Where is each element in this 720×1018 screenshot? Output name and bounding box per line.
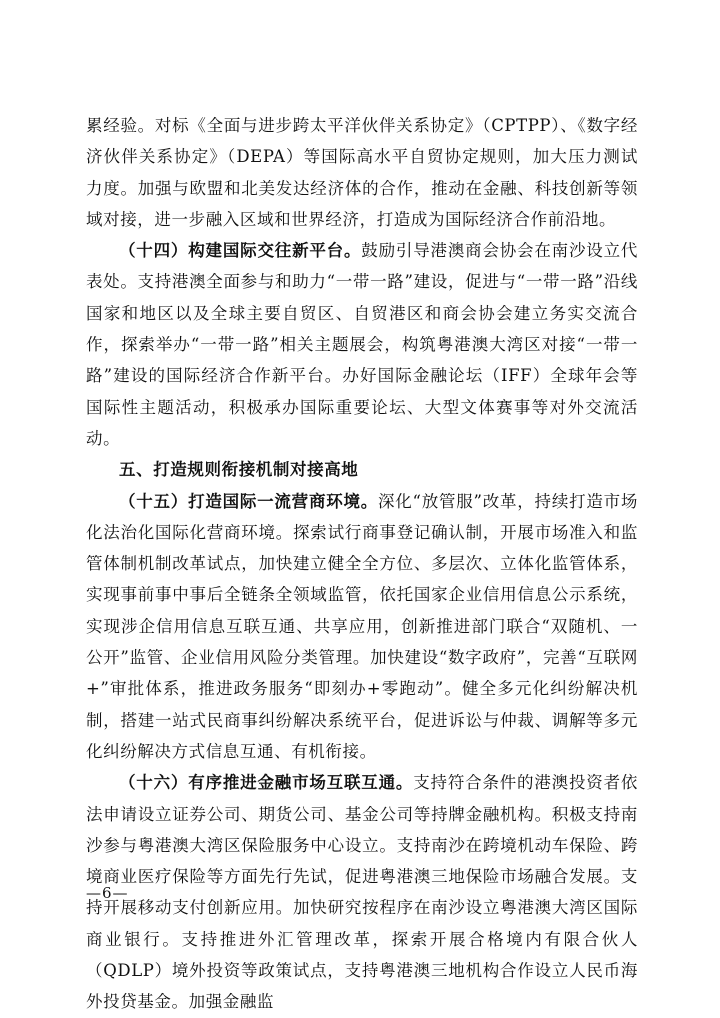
document-body xyxy=(86,110,638,1018)
paragraph-continuation: 累经验。对标《全面与进步跨太平洋伙伴关系协定》（CPTPP）、《数字经济伙伴关系协定》（DEPA）等国际高水平自贸协定规则，加大压力测试力度。加强与欧盟和北美发达经济体的合作，推动在金融、科技创新等领域对接，进一步融入区域和世界经济，打造成为国际经济合作前沿地。 xyxy=(86,116,638,229)
item-15-body: 深化“放管服”改革，持续打造市场化法治化国际化营商环境。探索试行商事登记确认制，开展市场准入和监管体制机制改革试点，加快建立健全全方位、多层次、立体化监管体系，实现事前事中事后全链条全领域监管，依托国家企业信用信息公示系统，实现涉企信用信息互联互通、共享应用，创新推进部门联合“双随机、一公开”监管、企业信用风险分类管理。加快建设“数字政府”，完善“互联网+”审批体系，推进政务服务“即刻办+零跑动”。健全多元化纠纷解决机制，搭建一站式民商事纠纷解决系统平台，促进诉讼与仲裁、调解等多元化纠纷解决方式信息互通、有机衔接。 xyxy=(86,491,638,761)
item-15-title: （十五）打造国际一流营商环境。 xyxy=(119,491,379,511)
paragraph-item-14 xyxy=(86,235,638,454)
item-14-body: 鼓励引导港澳商会协会在南沙设立代表处。支持港澳全面参与和助力“一带一路”建设，促进与“一带一路”沿线国家和地区以及全球主要自贸区、自贸港区和商会协会建立务实交流合作，探索举办“一带一路”相关主题展会，构筑粤港澳大湾区对接“一带一路”建设的国际经济合作新平台。办好国际金融论坛（IFF）全球年会等国际性主题活动，积极承办国际重要论坛、大型文体赛事等对外交流活动。 xyxy=(86,241,638,448)
item-16-title: （十六）有序推进金融市场互联互通。 xyxy=(119,773,414,793)
item-16-body: 支持符合条件的港澳投资者依法申请设立证券公司、期货公司、基金公司等持牌金融机构。积极支持南沙参与粤港澳大湾区保险服务中心设立。支持南沙在跨境机动车保险、跨境商业医疗保险等方面先行先试，促进粤港澳三地保险市场融合发展。支持开展移动支付创新应用。加快研究按程序在南沙设立粤港澳大湾区国际商业银行。支持推进外汇管理改革，探索开展合格境内有限合伙人（QDLP）境外投资等政策试点，支持粤港澳三地机构合作设立人民币海外投贷基金。加强金融监 xyxy=(86,773,638,1012)
paragraph-item-16 xyxy=(86,767,638,1017)
paragraph-item-15 xyxy=(86,486,638,768)
item-14-title: （十四）构建国际交往新平台。 xyxy=(119,241,362,261)
page-number: —6— xyxy=(86,884,129,902)
section-heading-5: 五、打造规则衔接机制对接高地 xyxy=(119,460,359,480)
